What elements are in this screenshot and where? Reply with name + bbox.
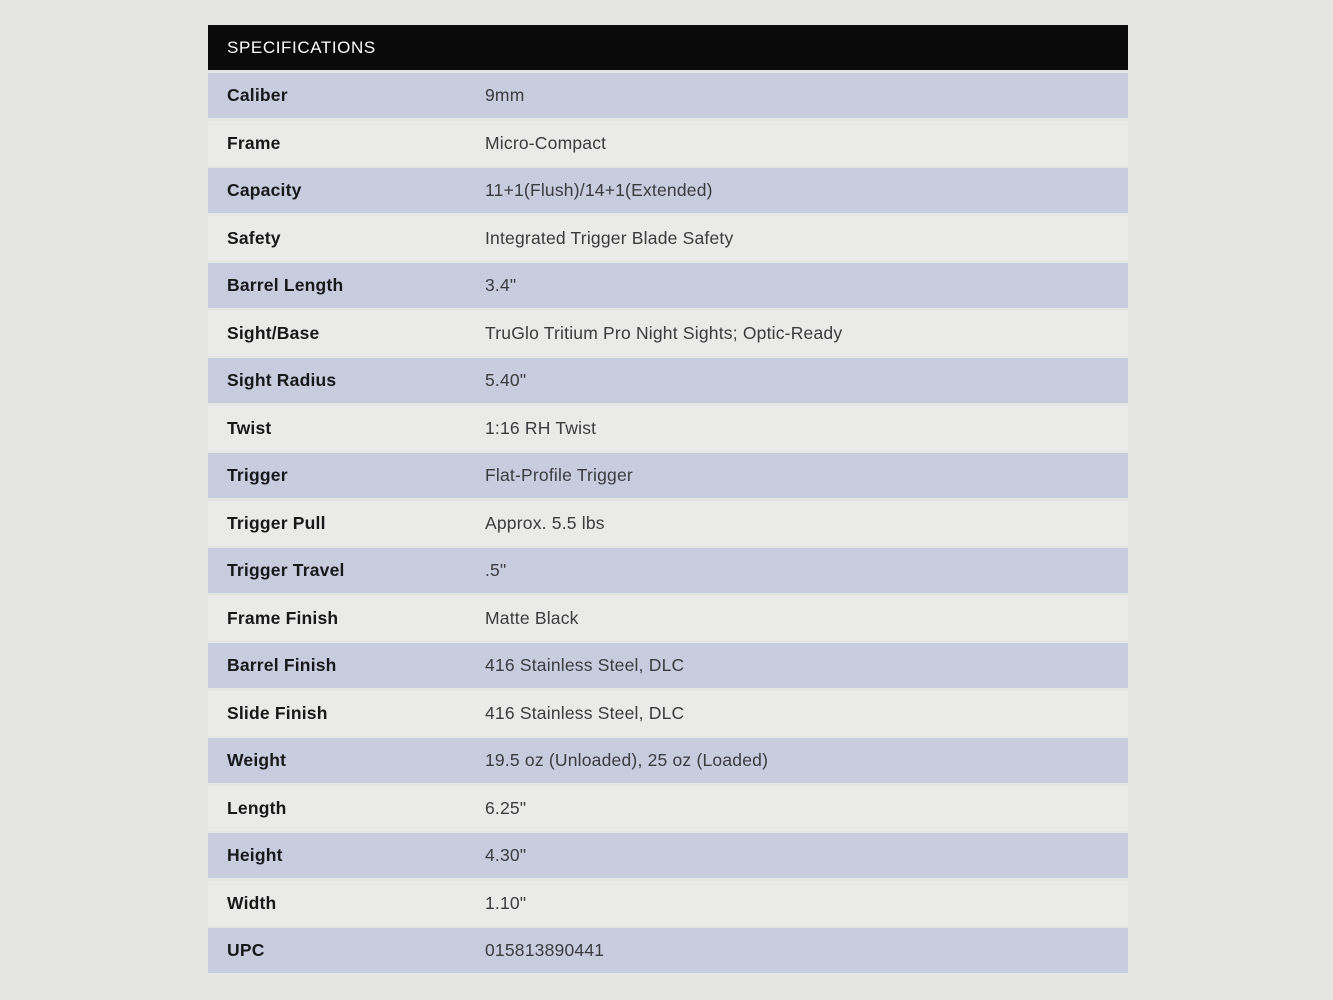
spec-value: Matte Black (485, 607, 579, 628)
table-row (208, 596, 1128, 641)
spec-label: Width (227, 892, 277, 913)
spec-label: Frame (227, 132, 281, 153)
spec-value: Micro-Compact (485, 132, 607, 153)
spec-label: Barrel Length (227, 275, 344, 295)
spec-value: 015813890441 (485, 940, 605, 960)
spec-value: 11+1(Flush)/14+1(Extended) (485, 180, 713, 200)
table-row (208, 501, 1128, 546)
spec-label: Trigger Pull (227, 512, 326, 533)
spec-label: Safety (227, 227, 281, 248)
spec-label: Barrel Finish (227, 655, 337, 675)
spec-table-body (208, 73, 1128, 973)
spec-value: 3.4" (485, 275, 517, 295)
spec-value: 6.25" (485, 797, 527, 818)
spec-value: 4.30" (485, 845, 527, 865)
table-row (208, 643, 1128, 688)
spec-value: TruGlo Tritium Pro Night Sights; Optic-Ready (485, 322, 843, 343)
table-row (208, 311, 1128, 356)
table-row (208, 168, 1128, 213)
table-row (208, 786, 1128, 831)
spec-value: 5.40" (485, 370, 527, 390)
table-row (208, 548, 1128, 593)
table-row (208, 738, 1128, 783)
spec-label: Capacity (227, 180, 302, 200)
spec-label: Length (227, 797, 287, 818)
spec-value: 1.10" (485, 892, 527, 913)
spec-value: 19.5 oz (Unloaded), 25 oz (Loaded) (485, 750, 769, 770)
table-row (208, 358, 1128, 403)
spec-label: Sight/Base (227, 322, 320, 343)
spec-label: Height (227, 845, 283, 865)
table-row (208, 263, 1128, 308)
table-row (208, 73, 1128, 118)
spec-value: 1:16 RH Twist (485, 417, 597, 438)
spec-value: Flat-Profile Trigger (485, 465, 633, 485)
spec-label: UPC (227, 940, 265, 960)
table-row (208, 453, 1128, 498)
spec-value: .5" (485, 560, 507, 580)
spec-value: 9mm (485, 85, 525, 105)
table-row (208, 881, 1128, 926)
spec-label: Sight Radius (227, 370, 337, 390)
spec-value: Integrated Trigger Blade Safety (485, 227, 734, 248)
spec-label: Weight (227, 750, 287, 770)
spec-value: Approx. 5.5 lbs (485, 512, 605, 533)
table-row (208, 691, 1128, 736)
table-row (208, 121, 1128, 166)
table-row (208, 928, 1128, 973)
spec-label: Caliber (227, 85, 288, 105)
spec-label: Trigger (227, 465, 288, 485)
spec-label: Frame Finish (227, 607, 339, 628)
table-row (208, 833, 1128, 878)
specifications-table (208, 25, 1128, 976)
specifications-table-header: SPECIFICATIONS (208, 25, 1128, 70)
spec-label: Slide Finish (227, 702, 328, 723)
table-row (208, 406, 1128, 451)
table-row (208, 216, 1128, 261)
spec-value: 416 Stainless Steel, DLC (485, 655, 685, 675)
spec-label: Trigger Travel (227, 560, 345, 580)
spec-label: Twist (227, 417, 272, 438)
spec-value: 416 Stainless Steel, DLC (485, 702, 685, 723)
